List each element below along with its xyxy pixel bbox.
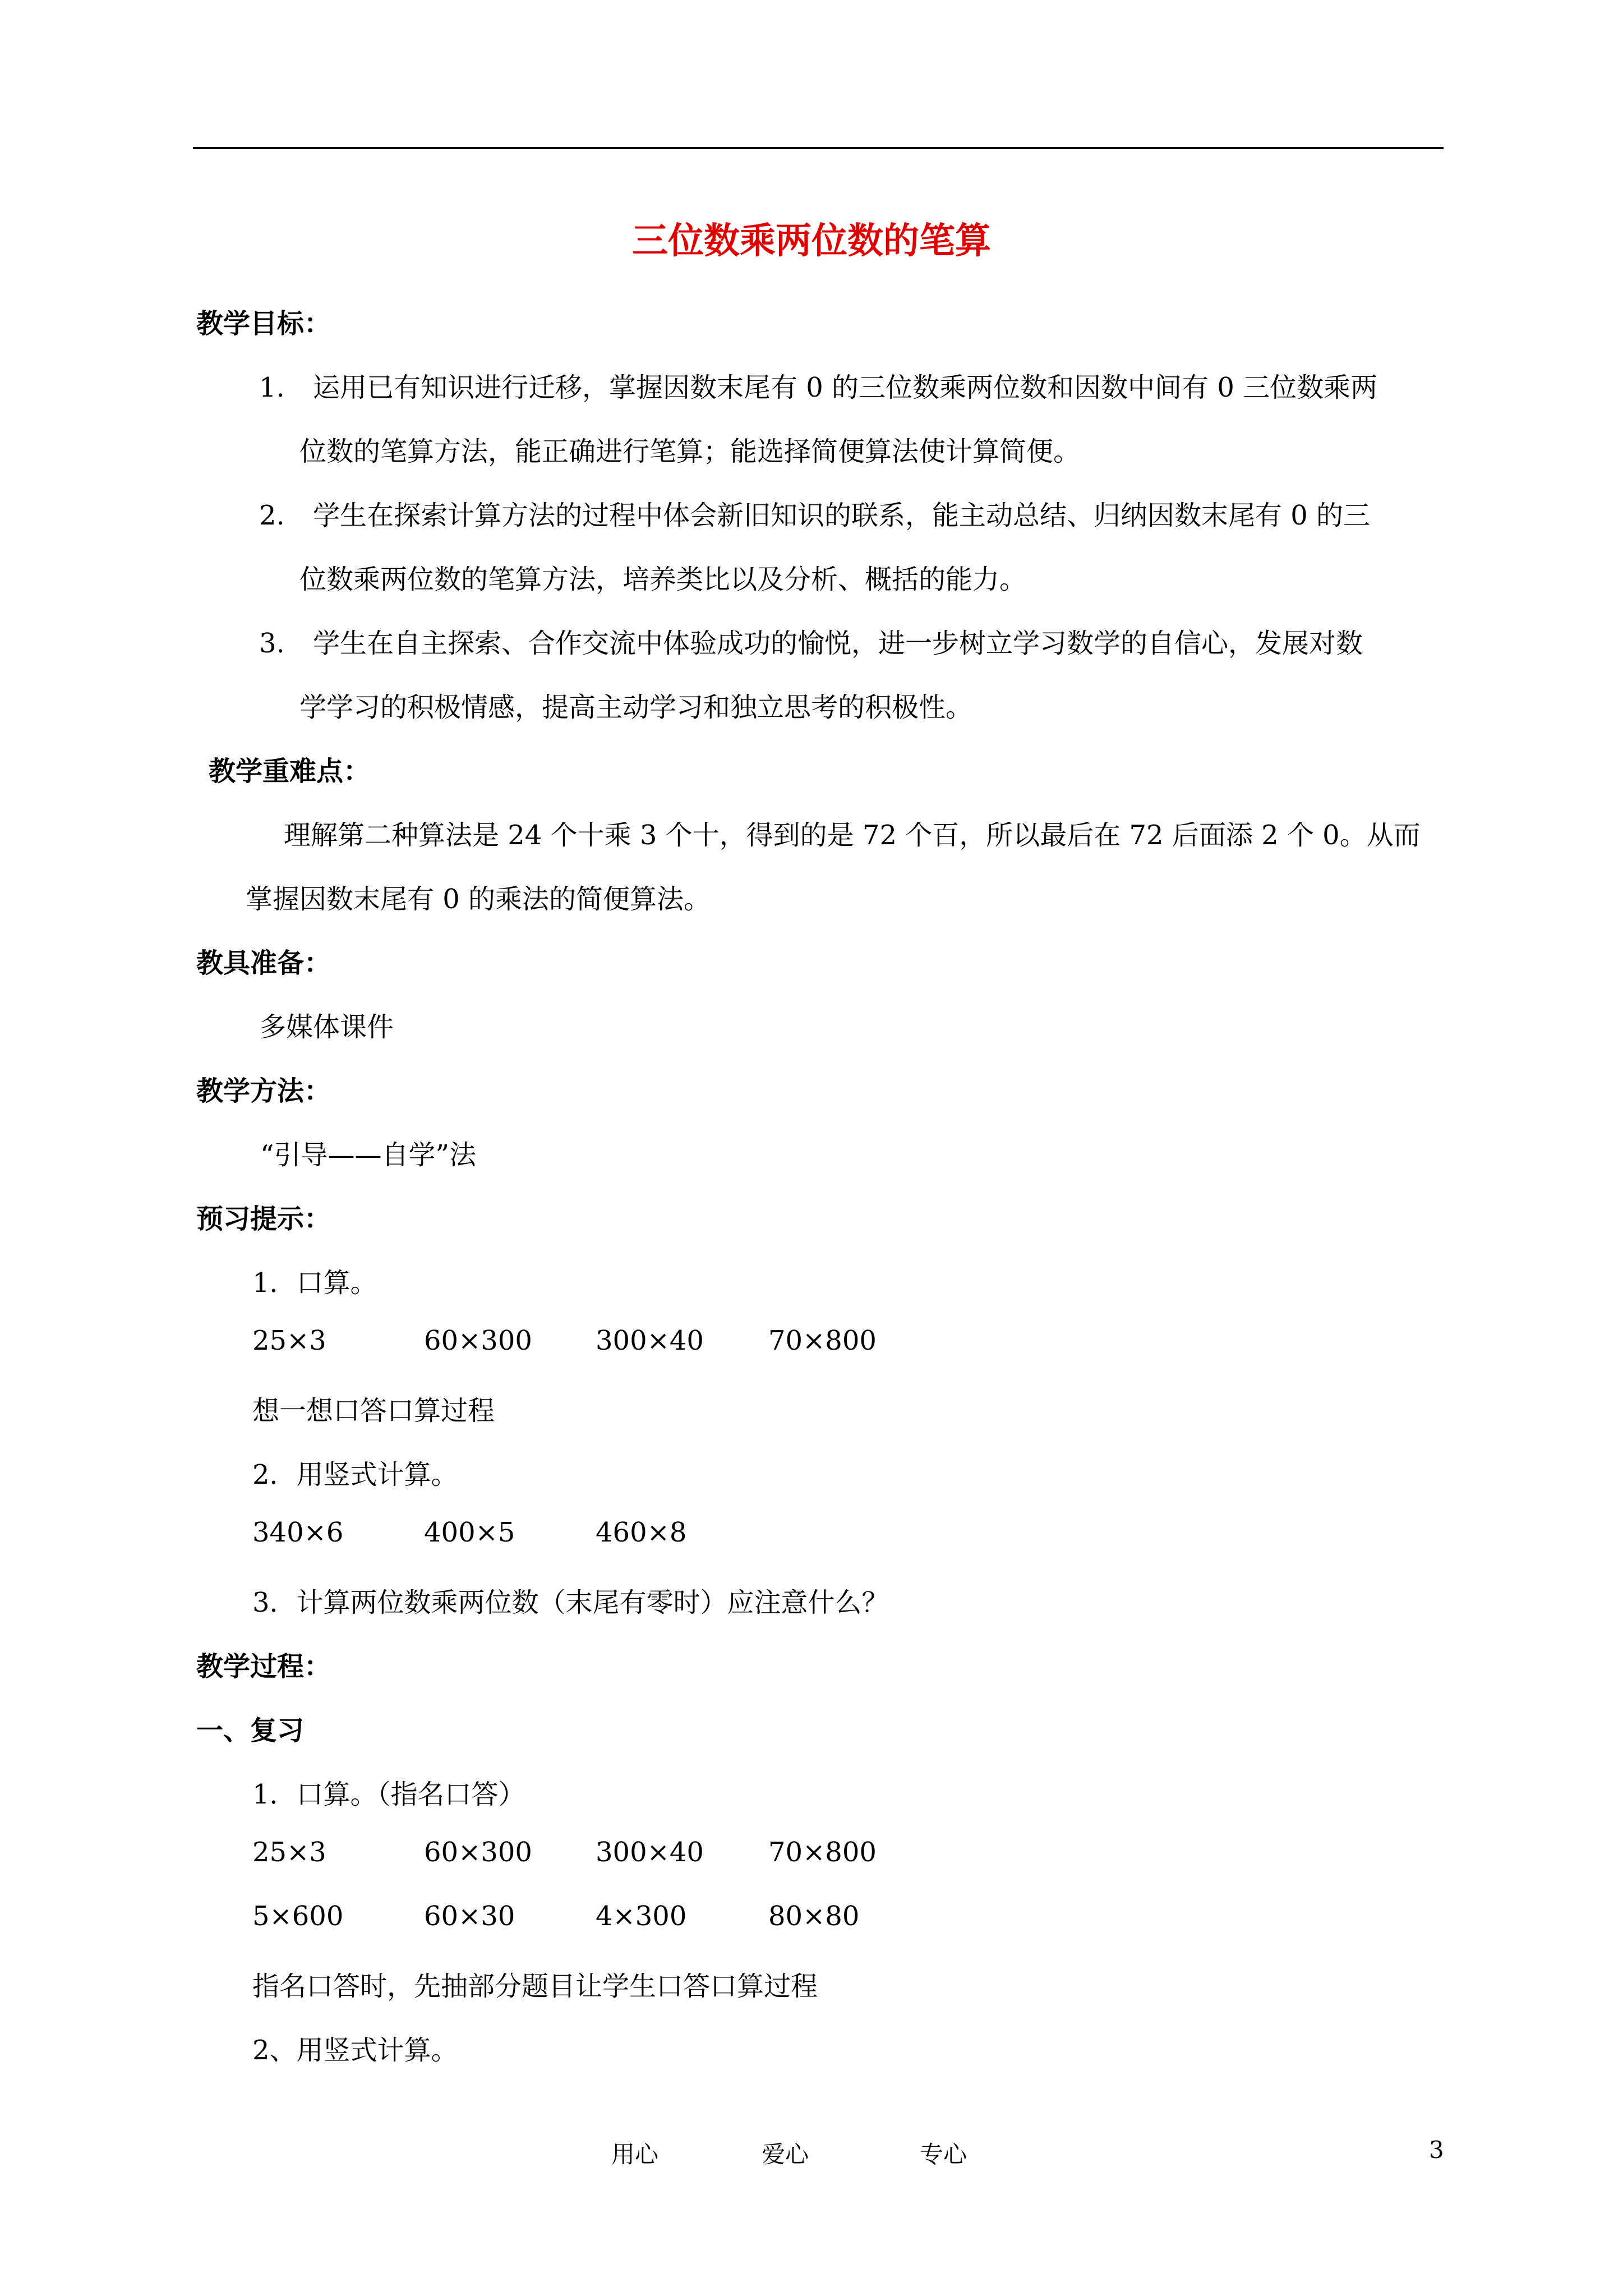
preview-expression: 400×5 bbox=[424, 1517, 515, 1548]
key-points-text: 理解第二种算法是 24 个十乘 3 个十，得到的是 72 个百，所以最后在 72 后面添 2 个 0。从而 bbox=[284, 820, 1421, 851]
process-subheading: 一、复习 bbox=[196, 1715, 305, 1746]
method-text: “引导——自学”法 bbox=[260, 1139, 477, 1171]
preview-item-3: 3．计算两位数乘两位数（末尾有零时）应注意什么？ bbox=[252, 1587, 889, 1618]
objective-text: 运用已有知识进行迁移，掌握因数末尾有 0 的三位数乘两位数和因数中间有 0 三位数乘两 bbox=[313, 372, 1378, 403]
objective-item-2 bbox=[259, 494, 1370, 532]
preview-expression: 340×6 bbox=[252, 1517, 344, 1548]
preview-expression: 460×8 bbox=[596, 1517, 687, 1548]
process-expression: 25×3 bbox=[252, 1837, 326, 1868]
objective-item-3 bbox=[259, 622, 1363, 660]
objective-item-3-cont: 学学习的积极情感，提高主动学习和独立思考的积极性。 bbox=[299, 692, 973, 723]
process-note: 指名口答时，先抽部分题目让学生口答口算过程 bbox=[252, 1971, 818, 2002]
objective-text: 学生在自主探索、合作交流中体验成功的愉悦，进一步树立学习数学的自信心，发展对数 bbox=[313, 628, 1363, 659]
page-number: 3 bbox=[1429, 2136, 1444, 2164]
objective-item-1 bbox=[259, 366, 1377, 404]
footer-motto: 用心 bbox=[611, 2141, 659, 2168]
footer-motto: 专心 bbox=[920, 2141, 967, 2168]
preview-item-1: 1．口算。 bbox=[252, 1267, 377, 1299]
preview-expression: 25×3 bbox=[252, 1325, 326, 1356]
process-heading: 教学过程： bbox=[196, 1651, 331, 1682]
preview-think-text: 想一想口答口算过程 bbox=[252, 1395, 495, 1427]
key-points-heading: 教学重难点： bbox=[209, 756, 371, 787]
method-heading: 教学方法： bbox=[196, 1075, 331, 1107]
preview-expression: 60×300 bbox=[424, 1325, 532, 1356]
materials-text: 多媒体课件 bbox=[259, 1011, 394, 1043]
header-rule bbox=[193, 147, 1444, 149]
footer-motto: 爱心 bbox=[762, 2141, 809, 2168]
objective-text: 学生在探索计算方法的过程中体会新旧知识的联系，能主动总结、归纳因数末尾有 0 的三 bbox=[313, 500, 1371, 531]
preview-heading: 预习提示： bbox=[196, 1203, 331, 1235]
process-expression: 4×300 bbox=[596, 1901, 687, 1932]
process-item-1: 1．口算。（指名口答） bbox=[252, 1779, 525, 1810]
preview-expression: 300×40 bbox=[596, 1325, 704, 1356]
process-expression: 5×600 bbox=[252, 1901, 344, 1932]
key-points-text-cont: 掌握因数末尾有 0 的乘法的简便算法。 bbox=[246, 884, 711, 915]
process-expression: 70×800 bbox=[768, 1837, 877, 1868]
objective-item-1-cont: 位数的笔算方法，能正确进行笔算；能选择简便算法使计算简便。 bbox=[299, 436, 1081, 467]
preview-expression: 70×800 bbox=[768, 1325, 877, 1356]
materials-heading: 教具准备： bbox=[196, 947, 331, 979]
objective-number: 1. bbox=[259, 372, 285, 403]
document-title: 三位数乘两位数的笔算 bbox=[632, 220, 991, 262]
process-expression: 80×80 bbox=[768, 1901, 860, 1932]
preview-item-2: 2．用竖式计算。 bbox=[252, 1459, 458, 1490]
objective-number: 2. bbox=[259, 500, 285, 531]
objective-item-2-cont: 位数乘两位数的笔算方法，培养类比以及分析、概括的能力。 bbox=[299, 564, 1027, 595]
objectives-heading: 教学目标： bbox=[196, 308, 331, 339]
process-expression: 60×300 bbox=[424, 1837, 532, 1868]
objective-number: 3. bbox=[259, 628, 285, 659]
process-expression: 60×30 bbox=[424, 1901, 515, 1932]
process-expression: 300×40 bbox=[596, 1837, 704, 1868]
process-item-2: 2、用竖式计算。 bbox=[252, 2035, 458, 2066]
